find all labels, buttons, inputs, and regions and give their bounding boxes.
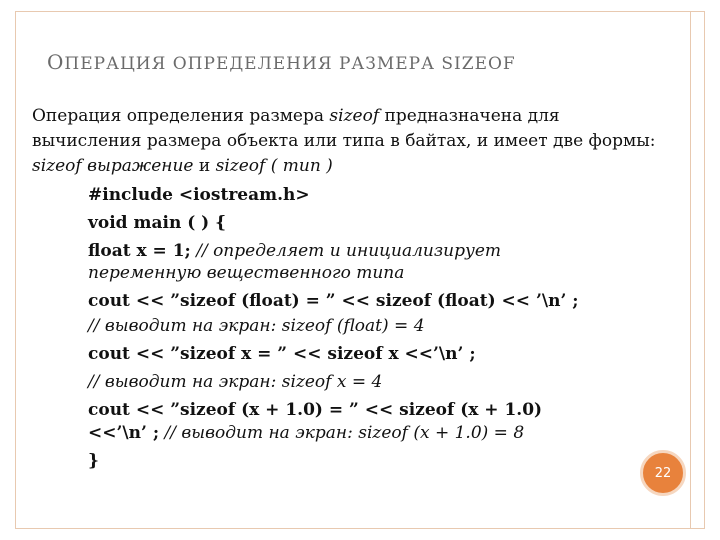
code-line-main: void main ( ) { — [88, 213, 227, 233]
code-line-cout-float: cout << ”sizeof (float) = ” << sizeof (float) << ’\n’ ; — [88, 291, 579, 311]
intro-form-2: sizeof ( тип ) — [215, 156, 333, 176]
slide-title — [47, 50, 516, 74]
code-line-endl — [88, 419, 668, 447]
intro-text-2: предназначена для вычисления размера объекта или типа в байтах, и имеет две формы: — [32, 106, 656, 151]
slide-right-border — [690, 11, 691, 529]
page-number: 22 — [654, 465, 672, 481]
code-comment: // определяет и инициализирует — [190, 241, 502, 261]
code-comment-expr: // выводит на экран: sizeof (x + 1.0) = 8 — [159, 423, 525, 443]
code-line-include: #include <iostream.h> — [88, 185, 310, 205]
code-line-comment-cont: переменную вещественного типа — [88, 263, 405, 283]
title-rest: ПЕРАЦИЯ ОПРЕДЕЛЕНИЯ РАЗМЕРА SIZEOF — [64, 54, 516, 74]
intro-text-1: Операция определения размера — [32, 106, 330, 126]
intro-and: и — [193, 156, 216, 176]
page-number-badge — [640, 450, 686, 496]
intro-form-1: sizeof выражение — [32, 156, 194, 176]
code-endl: <<’\n’ ; — [88, 423, 160, 443]
code-line-comment-x: // выводит на экран: sizeof x = 4 — [88, 372, 383, 392]
code-line-cout-x: cout << ”sizeof x = ” << sizeof x <<’\n’ ; — [88, 344, 476, 364]
code-float-statement: float x = 1; — [88, 241, 191, 261]
code-line-close-brace: } — [88, 451, 99, 471]
intro-paragraph — [32, 104, 672, 179]
title-initial: О — [47, 50, 65, 74]
intro-sizeof: sizeof — [329, 106, 380, 126]
code-line-cout-expr: cout << ”sizeof (x + 1.0) = ” << sizeof (x + 1.0) — [88, 400, 543, 420]
code-line-comment-float: // выводит на экран: sizeof (float) = 4 — [88, 316, 425, 336]
code-block — [88, 181, 668, 475]
